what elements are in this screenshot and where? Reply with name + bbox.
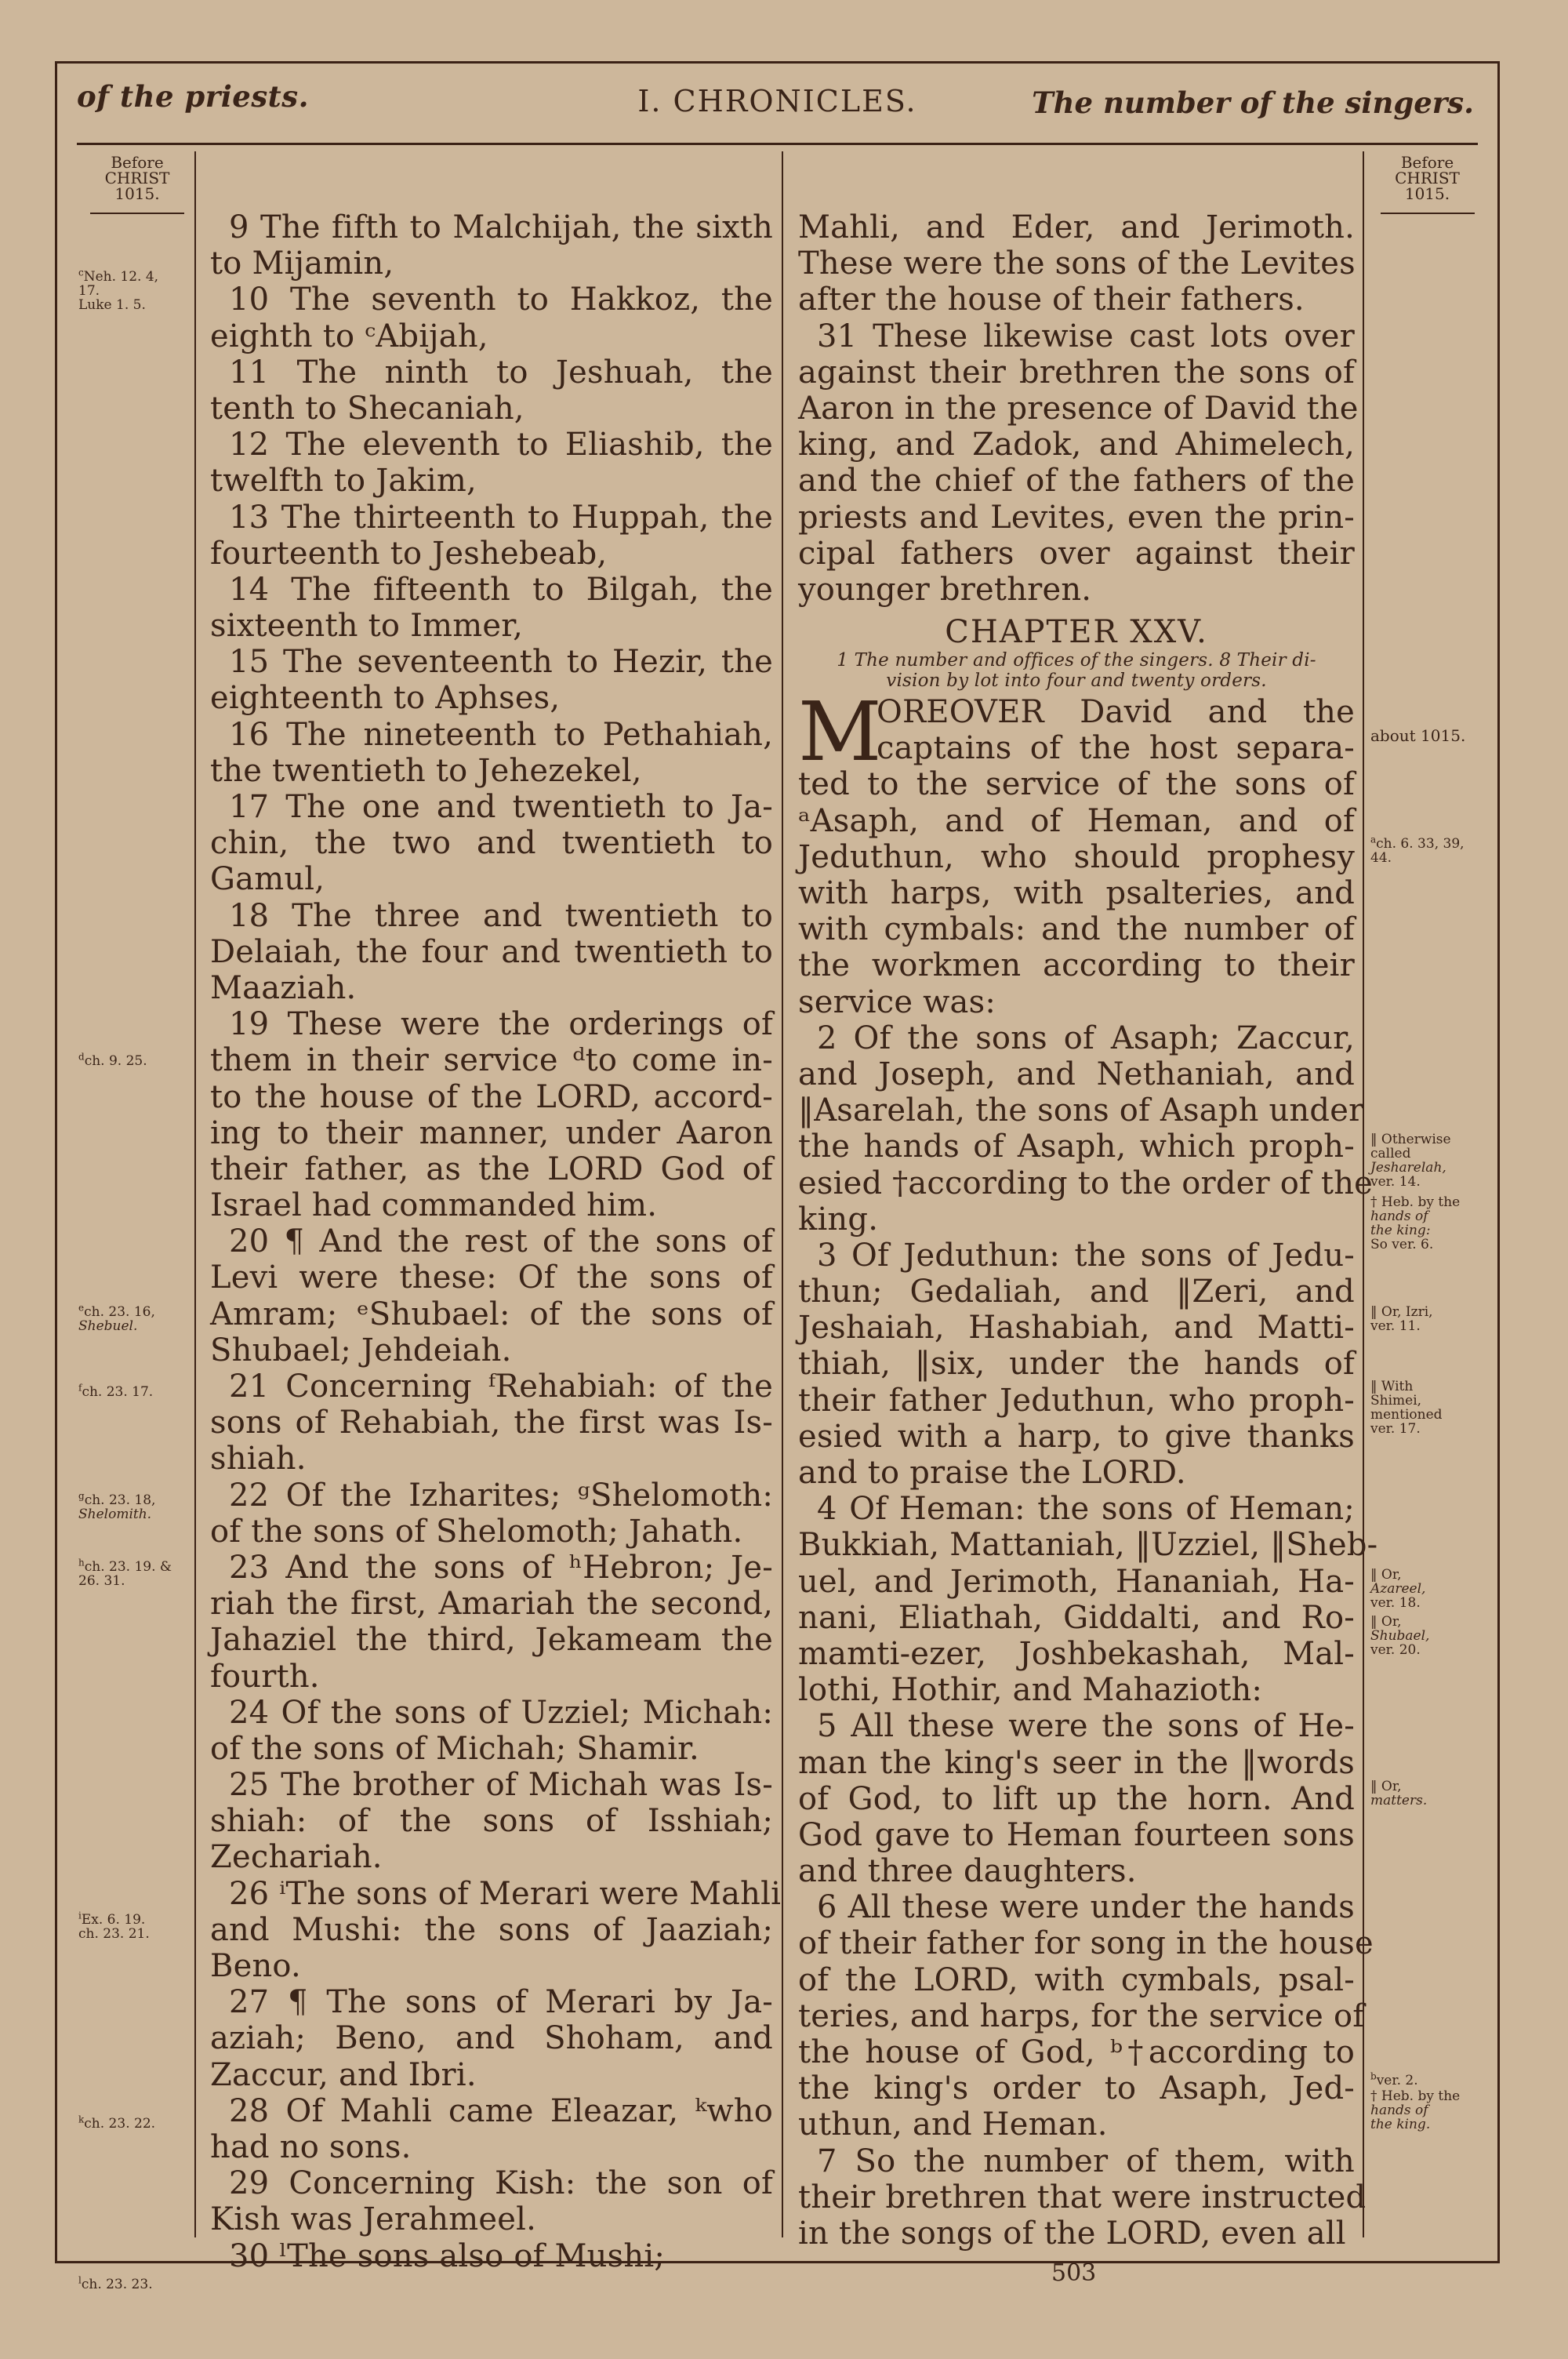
text-line: man the king's seer in the ‖words	[798, 1744, 1355, 1781]
text-line: of God, to lift up the horn. And	[798, 1780, 1355, 1817]
text-line: in the songs of the LORD, even all	[798, 2215, 1346, 2252]
text-line: shiah: of the sons of Isshiah;	[210, 1803, 773, 1840]
margin-note-h: $^h$ch. 23. 19. & 26. 31.	[78, 1557, 172, 1589]
text-line: and Mushi: the sons of Jaaziah;	[210, 1911, 773, 1948]
text-line: thiah, ‖six, under the hands of	[798, 1346, 1355, 1383]
text-line: OREOVER David and the	[877, 694, 1355, 731]
running-head-right: The number of the singers.	[1032, 85, 1474, 120]
text-line: Maaziah.	[210, 969, 357, 1006]
text-line: eighteenth to Aphses,	[210, 680, 561, 717]
text-line: twelfth to Jakim,	[210, 463, 477, 500]
margin-note-dagger-2: † Heb. by the hands of the king.	[1370, 2088, 1461, 2132]
text-line: their brethren that were instructed	[798, 2179, 1367, 2215]
text-line: ᵃAsaph, and of Heman, and of	[798, 802, 1355, 839]
date-rule	[90, 213, 184, 214]
margin-note-about-date: about 1015.	[1370, 726, 1466, 745]
text-line: 27 ¶ The sons of Merari by Ja-	[229, 1984, 773, 2021]
margin-note-i: $^i$Ex. 6. 19. ch. 23. 21.	[78, 1910, 150, 1942]
text-line: lothi, Hothir, and Mahazioth:	[798, 1672, 1263, 1709]
margin-note-g: $^g$ch. 23. 18, Shelomith.	[78, 1490, 156, 1522]
header-rule	[77, 143, 1478, 145]
text-line: Zechariah.	[210, 1839, 383, 1876]
text-line: 29 Concerning Kish: the son of	[229, 2165, 773, 2202]
text-line: Shubael; Jehdeiah.	[210, 1332, 512, 1369]
left-margin-notes	[74, 148, 200, 2292]
text-line: service was:	[798, 983, 996, 1020]
text-line: with harps, with psalteries, and	[798, 875, 1355, 911]
text-line: 17 The one and twentieth to Ja-	[229, 789, 773, 825]
text-line: nani, Eliathah, Giddalti, and Ro-	[798, 1599, 1355, 1636]
text-line: cipal fathers over against their	[798, 535, 1355, 572]
text-line: the workmen according to their	[798, 947, 1355, 984]
text-line: and to praise the LORD.	[798, 1455, 1186, 1491]
date-christ: CHRIST	[104, 169, 170, 187]
page-number: 503	[1051, 2259, 1097, 2287]
text-line: uel, and Jerimoth, Hananiah, Ha-	[798, 1563, 1355, 1600]
text-line: 3 Of Jeduthun: the sons of Jedu-	[817, 1237, 1355, 1274]
text-line: 9 The fifth to Malchijah, the sixth	[229, 209, 773, 245]
text-line: 12 The eleventh to Eliashib, the	[229, 427, 773, 463]
text-line: with cymbals: and the number of	[798, 911, 1355, 948]
text-line: Kish was Jerahmeel.	[210, 2201, 537, 2238]
chapter-summary: 1 The number and offices of the singers. 8 Their di- vision by lot into four and twenty orders.	[837, 650, 1316, 692]
text-line: esied †according to the order of the	[798, 1165, 1374, 1201]
text-line: eighth to ᶜAbijah,	[210, 318, 488, 354]
text-line: tenth to Shecaniah,	[210, 390, 524, 427]
text-line: aziah; Beno, and Shoham, and	[210, 2020, 773, 2057]
text-line: king, and Zadok, and Ahimelech,	[798, 427, 1355, 463]
text-line: their father, as the LORD God of	[210, 1150, 773, 1187]
text-line: Beno.	[210, 1948, 301, 1984]
text-line: fourth.	[210, 1658, 320, 1695]
text-line: 18 The three and twentieth to	[229, 897, 773, 934]
text-line: 15 The seventeenth to Hezir, the	[229, 644, 773, 681]
margin-note-d: $^d$ch. 9. 25.	[78, 1051, 147, 1069]
text-line: the twentieth to Jehezekel,	[210, 752, 642, 789]
text-line: ing to their manner, under Aaron	[210, 1114, 773, 1151]
date-year: 1015.	[114, 184, 160, 203]
text-line: the hands of Asaph, which proph-	[798, 1129, 1355, 1165]
text-line: 20 ¶ And the rest of the sons of	[229, 1223, 773, 1260]
margin-note-words: ‖ Or, matters.	[1370, 1779, 1428, 1808]
text-line: the king's order to Asaph, Jed-	[798, 2070, 1355, 2107]
text-line: 19 These were the orderings of	[229, 1006, 773, 1043]
text-line: 11 The ninth to Jeshuah, the	[229, 354, 773, 391]
text-line: and three daughters.	[798, 1853, 1137, 1890]
chapter-25-opening	[798, 684, 1355, 780]
margin-note-e: $^e$ch. 23. 16, Shebuel.	[78, 1302, 155, 1334]
text-line: sixteenth to Immer,	[210, 608, 524, 645]
text-line: 26 ⁱThe sons of Merari were Mahli	[229, 1875, 782, 1912]
date-christ: CHRIST	[1395, 169, 1460, 187]
text-line: captains of the host separa-	[877, 730, 1355, 767]
text-line: of the sons of Shelomoth; Jahath.	[210, 1513, 743, 1550]
text-line: after the house of their fathers.	[798, 282, 1305, 318]
text-line: 23 And the sons of ʰHebron; Je-	[229, 1549, 773, 1586]
text-line: 22 Of the Izharites; ᵍShelomoth:	[229, 1477, 773, 1514]
text-line: their father Jeduthun, who proph-	[798, 1382, 1355, 1419]
text-line: teries, and harps, for the service of	[798, 1997, 1365, 2034]
text-line: 24 Of the sons of Uzziel; Michah:	[229, 1694, 773, 1731]
text-line: ‖Asarelah, the sons of Asaph under	[798, 1092, 1364, 1129]
drop-cap: M	[798, 684, 882, 780]
date-rule	[1381, 213, 1475, 214]
text-line: 21 Concerning ᶠRehabiah: of the	[229, 1369, 773, 1405]
chapter-24-continuation	[798, 209, 1359, 608]
text-line: Gamul,	[210, 861, 325, 898]
text-line: 13 The thirteenth to Huppah, the	[229, 499, 773, 536]
date-box-left	[74, 154, 200, 214]
text-line: and the chief of the fathers of the	[798, 463, 1355, 500]
text-line: king.	[798, 1201, 879, 1238]
text-line: 16 The nineteenth to Pethahiah,	[229, 716, 773, 753]
margin-note-asarelah: ‖ Otherwise called Jesharelah, ver. 14.	[1370, 1132, 1451, 1190]
text-line: 6 All these were under the hands	[817, 1889, 1355, 1926]
margin-note-a: $^a$ch. 6. 33, 39, 44.	[1370, 834, 1465, 866]
text-line: Mahli, and Eder, and Jerimoth.	[798, 209, 1355, 245]
text-line: Israel had commanded him.	[210, 1187, 658, 1224]
text-line: 25 The brother of Michah was Is-	[229, 1767, 773, 1804]
text-line: thun; Gedaliah, and ‖Zeri, and	[798, 1274, 1355, 1310]
text-line: 14 The fifteenth to Bilgah, the	[229, 571, 773, 608]
text-line: younger brethren.	[798, 571, 1092, 608]
margin-note-six: ‖ With Shimei, mentioned ver. 17.	[1370, 1379, 1443, 1437]
date-before: Before	[111, 153, 164, 172]
text-line: Amram; ᵉShubael: of the sons of	[210, 1296, 773, 1332]
margin-note-c: $^c$Neh. 12. 4, 17. Luke 1. 5.	[78, 267, 159, 313]
margin-note-k: $^k$ch. 23. 22.	[78, 2114, 156, 2132]
text-line: Bukkiah, Mattaniah, ‖Uzziel, ‖Sheb-	[798, 1527, 1378, 1564]
running-head-book-title: I. CHRONICLES.	[637, 84, 917, 118]
text-line: chin, the two and twentieth to	[210, 825, 773, 862]
text-line: to Mijamin,	[210, 245, 394, 282]
text-line: of the LORD, with cymbals, psal-	[798, 1961, 1355, 1998]
running-head-left: of the priests.	[77, 79, 309, 114]
column-rule-center	[782, 151, 783, 2237]
text-line: and Joseph, and Nethaniah, and	[798, 1056, 1355, 1092]
text-line: ted to the service of the sons of	[798, 766, 1355, 803]
date-box-right	[1359, 154, 1496, 214]
text-line: Levi were these: Of the sons of	[210, 1259, 773, 1296]
date-year: 1015.	[1404, 184, 1450, 203]
text-line: uthun, and Heman.	[798, 2106, 1108, 2143]
text-line: God gave to Heman fourteen sons	[798, 1816, 1355, 1853]
text-line: Jeshaiah, Hashabiah, and Matti-	[798, 1310, 1355, 1347]
margin-note-b: $^b$ver. 2.	[1370, 2070, 1418, 2088]
text-line: 7 So the number of them, with	[817, 2143, 1355, 2179]
margin-note-dagger-1: † Heb. by the hands of the king: So ver. 6.	[1370, 1194, 1461, 1252]
text-line: fourteenth to Jeshebeab,	[210, 535, 608, 572]
text-line: had no sons.	[210, 2128, 412, 2165]
chapter-25-text	[798, 766, 1378, 2252]
text-line: esied with a harp, to give thanks	[798, 1418, 1355, 1455]
date-before: Before	[1400, 153, 1454, 172]
text-line: These were the sons of the Levites	[798, 245, 1356, 282]
text-line: them in their service ᵈto come in-	[210, 1042, 773, 1079]
text-line: priests and Levites, even the prin-	[798, 499, 1355, 536]
text-line: 10 The seventh to Hakkoz, the	[229, 282, 773, 318]
text-column-right	[798, 209, 1378, 2252]
text-line: 5 All these were the sons of He-	[817, 1708, 1355, 1745]
text-line: of the sons of Michah; Shamir.	[210, 1730, 699, 1767]
text-line: Jahaziel the third, Jekameam the	[210, 1622, 773, 1659]
running-head	[57, 64, 1497, 131]
text-line: mamti-ezer, Joshbekashah, Mal-	[798, 1635, 1355, 1672]
text-line: 30 ˡThe sons also of Mushi;	[229, 2237, 666, 2274]
text-line: of their father for song in the house	[798, 1925, 1374, 1962]
text-line: against their brethren the sons of	[798, 354, 1355, 391]
text-line: the house of God, ᵇ†according to	[798, 2034, 1355, 2070]
text-line: Delaiah, the four and twentieth to	[210, 933, 773, 970]
text-line: shiah.	[210, 1441, 307, 1478]
page-frame	[55, 61, 1500, 2292]
text-line: 2 Of the sons of Asaph; Zaccur,	[817, 1020, 1355, 1056]
margin-note-zeri: ‖ Or, Izri, ver. 11.	[1370, 1304, 1433, 1334]
margin-note-uzziel: ‖ Or, Azareel, ver. 18.	[1370, 1567, 1426, 1611]
text-line: sons of Rehabiah, the first was Is-	[210, 1405, 773, 1441]
text-line: riah the first, Amariah the second,	[210, 1586, 773, 1623]
chapter-heading: CHAPTER XXV.	[945, 614, 1208, 651]
margin-note-f: $^f$ch. 23. 17.	[78, 1382, 154, 1400]
text-line: Zaccur, and Ibri.	[210, 2056, 477, 2093]
text-line: 4 Of Heman: the sons of Heman;	[817, 1491, 1355, 1528]
text-line: 28 Of Mahli came Eleazar, ᵏwho	[229, 2092, 773, 2129]
text-line: 31 These likewise cast lots over	[817, 318, 1355, 354]
margin-note-shebuel: ‖ Or, Shubael, ver. 20.	[1370, 1614, 1430, 1658]
text-line: Aaron in the presence of David the	[798, 390, 1359, 427]
text-column-left	[210, 209, 782, 2274]
text-line: to the house of the LORD, accord-	[210, 1078, 773, 1115]
text-line: Jeduthun, who should prophesy	[798, 838, 1355, 875]
margin-note-l: $^l$ch. 23. 23.	[78, 2274, 153, 2292]
